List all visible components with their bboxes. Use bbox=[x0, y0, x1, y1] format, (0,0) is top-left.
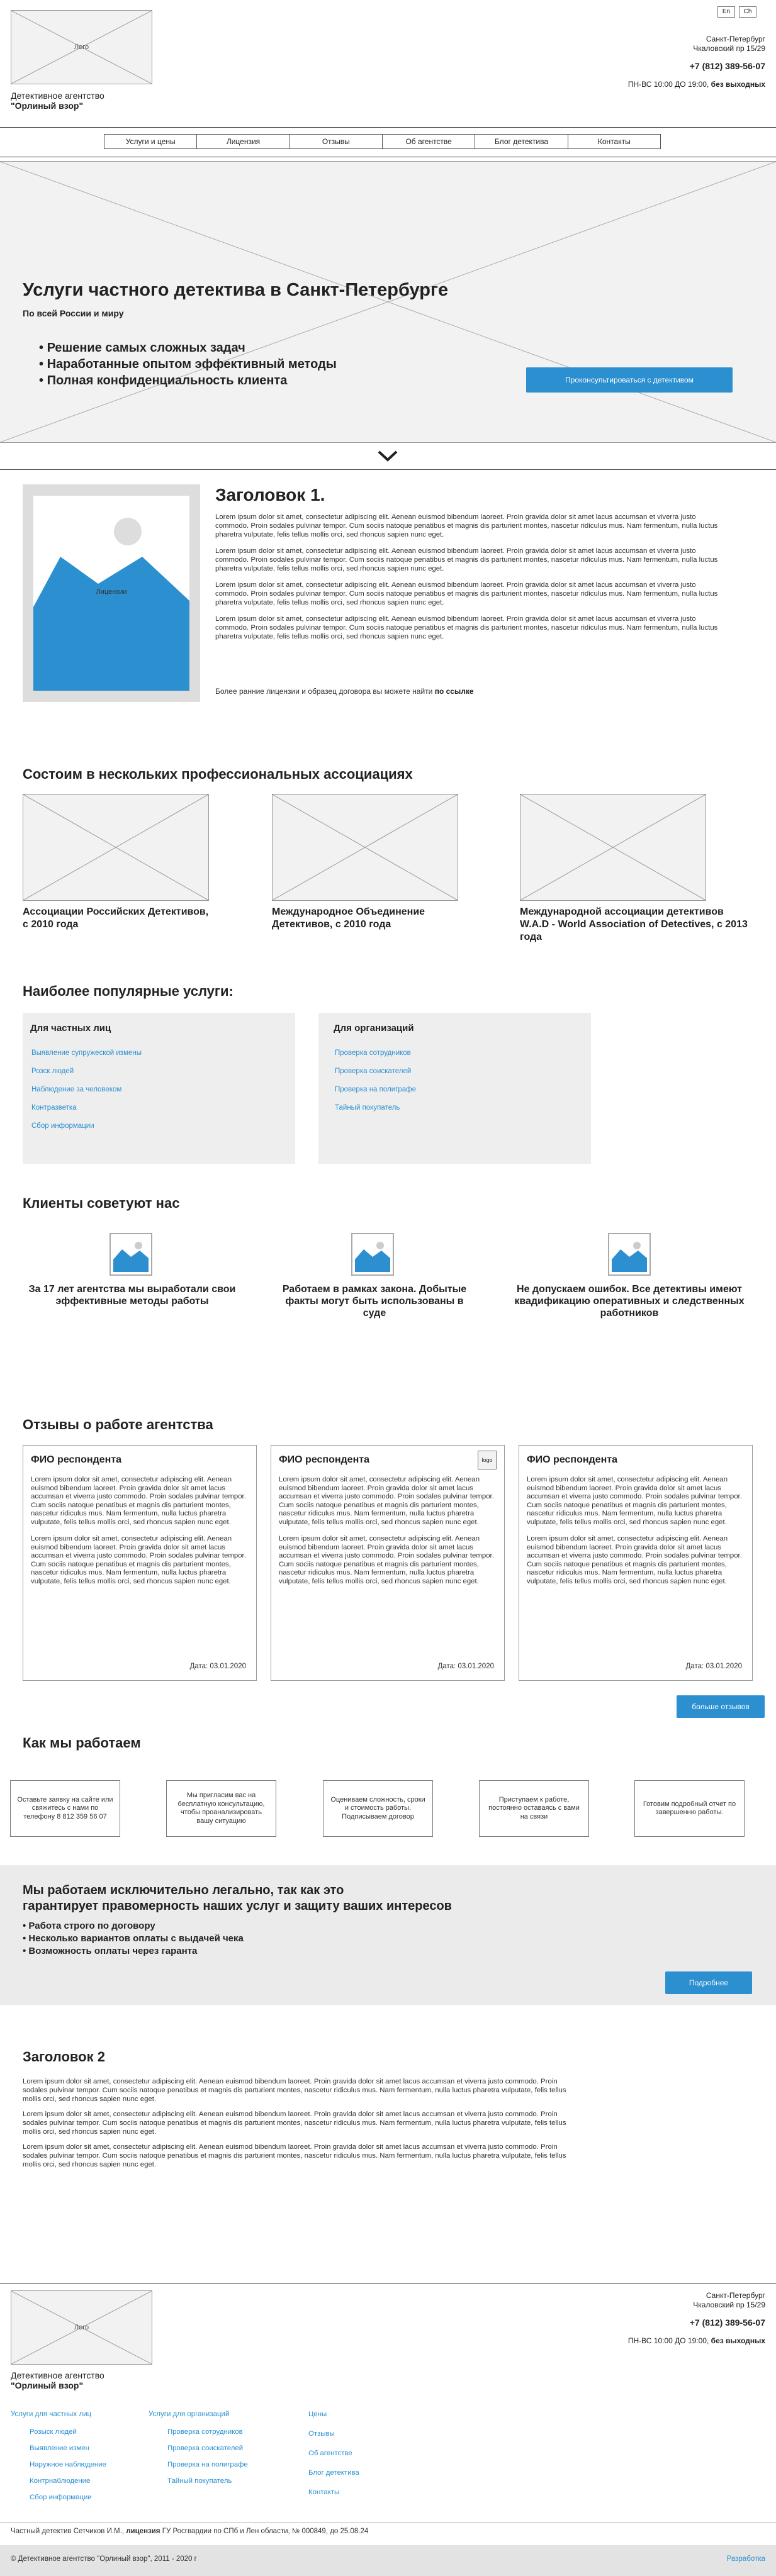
intro-paragraph: Lorem ipsum dolor sit amet, consectetur adipiscing elit. Aenean euismod bibendum laoreet. Proin gravida dolor sit amet lacus accumsan et viverra justo commodo. Proin sodales pulvinar tempor. Cum sociis natoque penatibus et magnis dis parturient montes, nascetur ridiculus mus. Nam fermentum, nulla luctus pharetra vulputate, felis tellus mollis orci, sed rhoncus sapien nunc eget. bbox=[215, 581, 718, 606]
footer-legal bbox=[11, 2528, 368, 2535]
review-paragraph: Lorem ipsum dolor sit amet, consectetur adipiscing elit. Aenean euismod bibendum laoreet. Proin gravida dolor sit amet lacus accumsan et viverra justo commodo. Proin sodales pulvinar tempor. Cum sociis natoque penatibus et magnis dis parturient montes, nascetur ridiculus mus. Nam fermentum, nulla luctus pharetra vulputate, felis tellus mollis orci, sed rhoncus sapien nunc eget. bbox=[527, 1476, 742, 1526]
image-icon bbox=[351, 1233, 394, 1276]
service-link[interactable]: Наблюдение за человеком bbox=[31, 1086, 122, 1093]
header-hours-bold: без выходных bbox=[711, 80, 765, 89]
review-paragraph: Lorem ipsum dolor sit amet, consectetur adipiscing elit. Aenean euismod bibendum laoreet. Proin gravida dolor sit amet lacus accumsan et viverra justo commodo. Proin sodales pulvinar tempor. Cum sociis natoque penatibus et magnis dis parturient montes, nascetur ridiculus mus. Nam fermentum, nulla luctus pharetra vulputate, felis tellus mollis orci, sed rhoncus sapien nunc eget. bbox=[31, 1535, 246, 1585]
footer-col2-title[interactable]: Услуги для организаций bbox=[149, 2411, 230, 2418]
process-step: Оцениваем сложность, сроки и стоимость работы. Подписываем договор bbox=[323, 1780, 433, 1837]
footer-link[interactable]: Сбор информации bbox=[30, 2494, 92, 2501]
consult-button[interactable]: Проконсультироваться с детективом bbox=[526, 367, 733, 393]
service-link[interactable]: Тайный покупатель bbox=[335, 1104, 400, 1112]
footer-contacts bbox=[628, 2291, 765, 2346]
footer-link[interactable]: Контакты bbox=[308, 2489, 340, 2496]
footer-hours bbox=[628, 2336, 765, 2346]
review-author: ФИО респондента bbox=[31, 1454, 121, 1465]
review-date: Дата: 03.01.2020 bbox=[189, 1663, 246, 1670]
hero-bullet-text: Наработанные опытом эффективный методы bbox=[47, 357, 337, 371]
review-card bbox=[271, 1445, 505, 1681]
legal-heading-line1: Мы работаем исключительно легально, так как это bbox=[23, 1883, 344, 1897]
review-body bbox=[279, 1476, 497, 1586]
logo-label: Лого bbox=[74, 43, 89, 51]
services-private-title: Для частных лиц bbox=[30, 1023, 111, 1034]
services-org-title: Для организаций bbox=[334, 1023, 414, 1034]
review-body bbox=[527, 1476, 745, 1586]
header-phone[interactable]: +7 (812) 389-56-07 bbox=[689, 61, 765, 71]
footer-agency-name bbox=[11, 2370, 104, 2390]
copyright: © Детективное агентство "Орлиный взор", 2011 - 2020 г bbox=[11, 2555, 197, 2563]
association-caption: Ассоциации Российских Детективов, с 2010 года bbox=[23, 906, 209, 930]
footer-logo-placeholder bbox=[11, 2290, 152, 2365]
license-link[interactable]: по ссылке bbox=[434, 687, 474, 696]
clients-heading: Клиенты советуют нас bbox=[23, 1195, 180, 1211]
license-image bbox=[23, 484, 200, 702]
footer-link[interactable]: Контрнаблюдение bbox=[30, 2477, 91, 2485]
license-image-label: Лицензии bbox=[96, 588, 127, 596]
agency-name bbox=[11, 91, 104, 111]
header-contacts bbox=[628, 35, 765, 89]
services-heading: Наиболее популярные услуги: bbox=[23, 983, 233, 999]
hero-bullet-text: Решение самых сложных задач bbox=[47, 341, 245, 355]
legal-bullet: • Несколько вариантов оплаты с выдачей чека bbox=[23, 1933, 244, 1944]
process-step: Мы пригласим вас на бесплатную консультацию, чтобы проанализировать вашу ситуацию bbox=[166, 1780, 276, 1837]
footer-hours-bold: без выходных bbox=[711, 2336, 765, 2345]
service-link[interactable]: Проверка сотрудников bbox=[335, 1049, 411, 1057]
hero-banner bbox=[0, 161, 776, 443]
service-link[interactable]: Сбор информации bbox=[31, 1122, 94, 1130]
header-address: Чкаловский пр 15/29 bbox=[693, 44, 765, 53]
services-private-list bbox=[31, 1049, 142, 1140]
hero-bullet: • Полная конфиденциальность клиента bbox=[39, 374, 288, 388]
nav-license[interactable]: Лицензия bbox=[197, 135, 290, 148]
review-paragraph: Lorem ipsum dolor sit amet, consectetur adipiscing elit. Aenean euismod bibendum laoreet. Proin gravida dolor sit amet lacus accumsan et viverra justo commodo. Proin sodales pulvinar tempor. Cum sociis natoque penatibus et magnis dis parturient montes, nascetur ridiculus mus. Nam fermentum, nulla luctus pharetra vulputate, felis tellus mollis orci, sed rhoncus sapien nunc eget. bbox=[31, 1476, 246, 1526]
hero-subtitle: По всей России и миру bbox=[23, 308, 124, 318]
footer-agency-name-line2: "Орлиный взор" bbox=[11, 2380, 84, 2390]
how-heading: Как мы работаем bbox=[23, 1735, 141, 1751]
nav-about[interactable]: Об агентстве bbox=[383, 135, 475, 148]
service-link[interactable]: Выявление супружеской измены bbox=[31, 1049, 142, 1057]
footer-link[interactable]: Блог детектива bbox=[308, 2469, 359, 2477]
footer-legal-pre: Частный детектив Сетчиков И.М., bbox=[11, 2528, 125, 2535]
process-step: Приступаем к работе, постоянно оставаясь с вами на связи bbox=[479, 1780, 589, 1837]
association-image bbox=[520, 794, 706, 901]
footer-link[interactable]: Выявление измен bbox=[30, 2445, 89, 2452]
service-link[interactable]: Розск людей bbox=[31, 1068, 74, 1075]
services-private-panel bbox=[23, 1013, 295, 1164]
section-heading-2: Заголовок 2 bbox=[23, 2049, 105, 2065]
footer-city: Санкт-Петербург bbox=[706, 2291, 765, 2300]
footer-phone[interactable]: +7 (812) 389-56-07 bbox=[689, 2317, 765, 2328]
license-note bbox=[215, 687, 474, 696]
chevron-down-icon[interactable] bbox=[376, 449, 399, 463]
nav-reviews[interactable]: Отзывы bbox=[290, 135, 383, 148]
legal-bullet: • Возможность оплаты через гаранта bbox=[23, 1946, 198, 1956]
footer-link[interactable]: Об агентстве bbox=[308, 2450, 352, 2457]
footer-col1-title[interactable]: Услуги для частных лиц bbox=[11, 2411, 92, 2418]
footer-agency-name-line1: Детективное агентство bbox=[11, 2370, 104, 2380]
service-link[interactable]: Проверка соискателей bbox=[335, 1068, 412, 1075]
review-logo: logo bbox=[478, 1451, 497, 1469]
header-city: Санкт-Петербург bbox=[706, 35, 765, 43]
review-paragraph: Lorem ipsum dolor sit amet, consectetur adipiscing elit. Aenean euismod bibendum laoreet. Proin gravida dolor sit amet lacus accumsan et viverra justo commodo. Proin sodales pulvinar tempor. Cum sociis natoque penatibus et magnis dis parturient montes, nascetur ridiculus mus. Nam fermentum, nulla luctus pharetra vulputate, felis tellus mollis orci, sed rhoncus sapien nunc eget. bbox=[279, 1476, 494, 1526]
association-caption: Международное Объединение Детективов, с 2010 года bbox=[272, 906, 425, 930]
more-reviews-button[interactable]: больше отзывов bbox=[677, 1695, 765, 1718]
image-icon bbox=[110, 1233, 152, 1276]
agency-name-line2: "Орлиный взор" bbox=[11, 101, 84, 111]
footer-link[interactable]: Наружное наблюдение bbox=[30, 2461, 106, 2468]
review-card bbox=[23, 1445, 257, 1681]
legal-bullet-text: Возможность оплаты через гаранта bbox=[28, 1946, 198, 1956]
hero-title: Услуги частного детектива в Санкт-Петербурге bbox=[23, 280, 449, 300]
footer-col1-list bbox=[30, 2428, 106, 2510]
service-link[interactable]: Проверка на полиграфе bbox=[335, 1086, 416, 1093]
details-button[interactable]: Подробнее bbox=[665, 1971, 752, 1994]
associations-heading: Состоим в нескольких профессиональных ассоциациях bbox=[23, 766, 413, 782]
footer-legal-bold: лицензия bbox=[126, 2528, 160, 2535]
review-date: Дата: 03.01.2020 bbox=[437, 1663, 494, 1670]
reviews-heading: Отзывы о работе агентства bbox=[23, 1417, 213, 1432]
header-hours-text: ПН-ВС 10:00 ДО 19:00, bbox=[627, 80, 709, 89]
hero-bullets bbox=[39, 340, 337, 389]
legal-heading-line2: гарантирует правомерность наших услуг и защиту ваших интересов bbox=[23, 1899, 452, 1913]
review-body bbox=[31, 1476, 249, 1586]
legal-bullets bbox=[23, 1920, 244, 1958]
section-2-paragraph: Lorem ipsum dolor sit amet, consectetur adipiscing elit. Aenean euismod bibendum laoreet. Proin gravida dolor sit amet lacus accumsan et viverra justo commodo. Proin sodales pulvinar tempor. Cum sociis natoque penatibus et magnis dis parturient montes, nascetur ridiculus mus. Nam fermentum, nulla luctus pharetra vulputate, felis tellus mollis orci, sed rhoncus sapien nunc eget. bbox=[23, 2143, 566, 2168]
developer-link[interactable]: Разработка bbox=[726, 2555, 765, 2563]
association-image bbox=[272, 794, 458, 901]
nav-services[interactable]: Услуги и цены bbox=[104, 135, 197, 148]
client-reason: Не допускаем ошибок. Все детективы имеют квадификацию оперативных и следственных работников bbox=[514, 1284, 745, 1319]
nav-contacts[interactable]: Контакты bbox=[597, 137, 631, 146]
association-caption: Международной ассоциации детективов W.A.D - World Association of Detectives, с 2013 года bbox=[520, 906, 748, 942]
lang-en-button[interactable]: En bbox=[717, 6, 735, 18]
review-paragraph: Lorem ipsum dolor sit amet, consectetur adipiscing elit. Aenean euismod bibendum laoreet. Proin gravida dolor sit amet lacus accumsan et viverra justo commodo. Proin sodales pulvinar tempor. Cum sociis natoque penatibus et magnis dis parturient montes, nascetur ridiculus mus. Nam fermentum, nulla luctus pharetra vulputate, felis tellus mollis orci, sed rhoncus sapien nunc eget. bbox=[527, 1535, 742, 1585]
review-author: ФИО респондента bbox=[527, 1454, 617, 1465]
image-icon bbox=[608, 1233, 651, 1276]
footer-divider bbox=[0, 2283, 776, 2284]
intro-paragraph: Lorem ipsum dolor sit amet, consectetur adipiscing elit. Aenean euismod bibendum laoreet. Proin gravida dolor sit amet lacus accumsan et viverra justo commodo. Proin sodales pulvinar tempor. Cum sociis natoque penatibus et magnis dis parturient montes, nascetur ridiculus mus. Nam fermentum, nulla luctus pharetra vulputate, felis tellus mollis orci, sed rhoncus sapien nunc eget. bbox=[215, 547, 718, 572]
header-divider bbox=[0, 127, 776, 128]
association-image bbox=[23, 794, 209, 901]
footer-address: Чкаловский пр 15/29 bbox=[693, 2300, 765, 2309]
process-step: Готовим подробный отчет по завершенню работы. bbox=[634, 1780, 745, 1837]
footer-link[interactable]: Проверка на полиграфе bbox=[167, 2461, 248, 2468]
intro-text bbox=[215, 513, 725, 641]
logo-placeholder bbox=[11, 10, 152, 84]
hero-bullet: • Решение самых сложных задач bbox=[39, 341, 245, 355]
section-2-paragraph: Lorem ipsum dolor sit amet, consectetur adipiscing elit. Aenean euismod bibendum laoreet. Proin gravida dolor sit amet lacus accumsan et viverra justo commodo. Proin sodales pulvinar tempor. Cum sociis natoque penatibus et magnis dis parturient montes, nascetur ridiculus mus. Nam fermentum, nulla luctus pharetra vulputate, felis tellus mollis orci, sed rhoncus sapien nunc eget. bbox=[23, 2078, 566, 2103]
client-reason: За 17 лет агентства мы выработали свои эффективные методы работы bbox=[28, 1284, 236, 1307]
hero-divider bbox=[0, 469, 776, 470]
intro-paragraph: Lorem ipsum dolor sit amet, consectetur adipiscing elit. Aenean euismod bibendum laoreet. Proin gravida dolor sit amet lacus accumsan et viverra justo commodo. Proin sodales pulvinar tempor. Cum sociis natoque penatibus et magnis dis parturient montes, nascetur ridiculus mus. Nam fermentum, nulla luctus pharetra vulputate, felis tellus mollis orci, sed rhoncus sapien nunc eget. bbox=[215, 615, 718, 640]
footer-link[interactable]: Тайный покупатель bbox=[167, 2477, 232, 2485]
header-hours bbox=[628, 80, 765, 89]
footer-col2-list bbox=[167, 2428, 248, 2494]
agency-name-line1: Детективное агентство bbox=[11, 91, 104, 101]
section-heading-1: Заголовок 1. bbox=[215, 485, 325, 505]
section-2-paragraph: Lorem ipsum dolor sit amet, consectetur adipiscing elit. Aenean euismod bibendum laoreet. Proin gravida dolor sit amet lacus accumsan et viverra justo commodo. Proin sodales pulvinar tempor. Cum sociis natoque penatibus et magnis dis parturient montes, nascetur ridiculus mus. Nam fermentum, nulla luctus pharetra vulputate, felis tellus mollis orci, sed rhoncus sapien nunc eget. bbox=[23, 2110, 566, 2136]
footer-hours-text: ПН-ВС 10:00 ДО 19:00, bbox=[627, 2336, 709, 2345]
footer-link[interactable]: Проверка сотрудников bbox=[167, 2428, 243, 2436]
services-org-list bbox=[335, 1049, 416, 1122]
review-author: ФИО респондента bbox=[279, 1454, 369, 1465]
footer-legal-post: ГУ Росгвардии по СПб и Лен области, № 000849, до 25.08.24 bbox=[162, 2528, 369, 2535]
main-nav bbox=[104, 134, 661, 149]
review-date: Дата: 03.01.2020 bbox=[685, 1663, 742, 1670]
services-org-panel bbox=[318, 1013, 591, 1164]
footer-logo-label: Лого bbox=[74, 2324, 89, 2331]
review-card bbox=[519, 1445, 753, 1681]
legal-bullet-text: Несколько вариантов оплаты с выдачей чека bbox=[28, 1933, 244, 1944]
client-reason: Работаем в рамках закона. Добытые факты могут быть использованы в суде bbox=[282, 1284, 467, 1319]
lang-ch-button[interactable]: Ch bbox=[739, 6, 756, 18]
hero-bullet-text: Полная конфиденциальность клиента bbox=[47, 374, 288, 388]
review-paragraph: Lorem ipsum dolor sit amet, consectetur adipiscing elit. Aenean euismod bibendum laoreet. Proin gravida dolor sit amet lacus accumsan et viverra justo commodo. Proin sodales pulvinar tempor. Cum sociis natoque penatibus et magnis dis parturient montes, nascetur ridiculus mus. Nam fermentum, nulla luctus pharetra vulputate, felis tellus mollis orci, sed rhoncus sapien nunc eget. bbox=[279, 1535, 494, 1585]
service-link[interactable]: Контразветка bbox=[31, 1104, 77, 1112]
license-note-text: Более ранние лицензии и образец договора вы можете найти bbox=[215, 687, 433, 696]
footer-link[interactable]: Отзывы bbox=[308, 2430, 335, 2438]
legal-heading bbox=[23, 1883, 452, 1914]
footer-link[interactable]: Цены bbox=[308, 2411, 327, 2418]
legal-bullet-text: Работа строго по договору bbox=[28, 1921, 155, 1931]
section-2-text bbox=[23, 2077, 571, 2169]
nav-blog[interactable]: Блог детектива bbox=[475, 135, 568, 148]
process-step: Оставьте заявку на сайте или свяжитесь с нами по телефону 8 812 359 56 07 bbox=[10, 1780, 120, 1837]
intro-paragraph: Lorem ipsum dolor sit amet, consectetur adipiscing elit. Aenean euismod bibendum laoreet. Proin gravida dolor sit amet lacus accumsan et viverra justo commodo. Proin sodales pulvinar tempor. Cum sociis natoque penatibus et magnis dis parturient montes, nascetur ridiculus mus. Nam fermentum, nulla luctus pharetra vulputate, felis tellus mollis orci, sed rhoncus sapien nunc eget. bbox=[215, 513, 718, 538]
footer-col3-list bbox=[308, 2411, 359, 2505]
legal-bullet: • Работа строго по договору bbox=[23, 1921, 155, 1931]
footer-link[interactable]: Розыск людей bbox=[30, 2428, 77, 2436]
footer-link[interactable]: Проверка соискателей bbox=[167, 2445, 244, 2452]
hero-bullet: • Наработанные опытом эффективный методы bbox=[39, 357, 337, 371]
